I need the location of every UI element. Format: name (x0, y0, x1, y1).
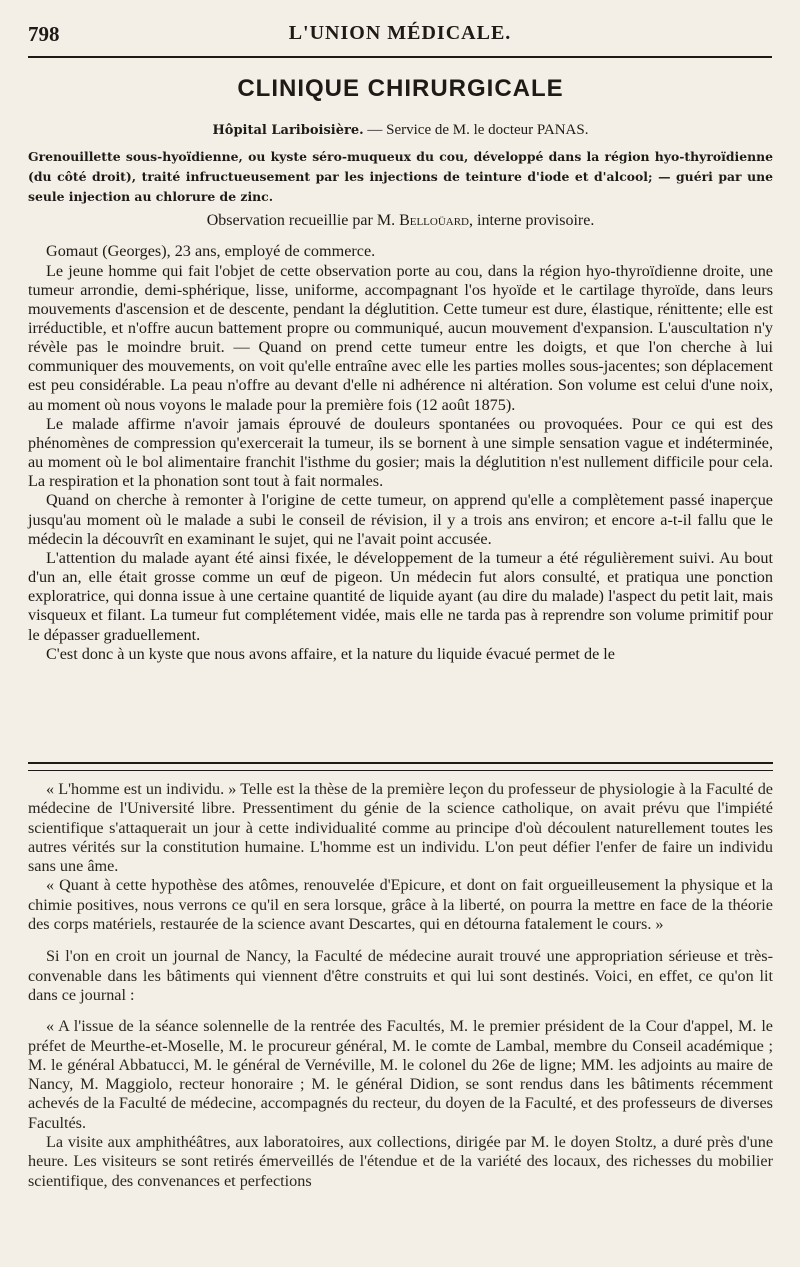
paragraph-origin: Quand on cherche à remonter à l'origine de cette tumeur, on apprend qu'elle a complètement passé inaperçue jusqu'au moment où le malade a subi le conseil de révision, il y a trois ans environ; et encore a-t-il fallu que le médecin la découvrît en examinant le sujet, qui ne l'avait point accusée. (28, 491, 773, 548)
paragraph-development: L'attention du malade ayant été ainsi fixée, le développement de la tumeur a été régulièrement suivi. Au bout d'un an, elle était grosse comme un œuf de pigeon. Un médecin fut alors consulté, et pratiqua une ponction exploratrice, qui donna issue à une certaine quantité de liquide ayant (au dire du malade) l'aspect du petit lait, mais visqueux et filant. La tumeur fut complétement vidée, mais elle ne tarda pas à reprendre son volume primitif pour le dépasser graduellement. (28, 548, 773, 644)
feuilleton-paragraph-visite: La visite aux amphithéâtres, aux laboratoires, aux collections, dirigée par M. le doyen Stoltz, a duré près d'une heure. Les visiteurs se sont retirés émerveillés de l'étendue et de la variété des locaux, des richesses du mobilier scientifique, des convenances et perfections (28, 1133, 773, 1190)
case-title: Grenouillette sous-hyoïdienne, ou kyste séro-muqueux du cou, développé dans la région hyo-thyroïdienne (du côté droit), traité infructueusement par les injections de teinture d'iode et d'alcool; — guéri par une seule injection au chlorure de zinc. (28, 149, 773, 204)
paragraph-description: Le jeune homme qui fait l'objet de cette observation porte au cou, dans la région hyo-thyroïdienne droite, une tumeur arrondie, demi-sphérique, lisse, uniforme, accompagnant l'os hyoïde et le cartilage thyroïde, dans leurs mouvements d'ascension et de descente, pendant la déglutition. Cette tumeur est dure, élastique, rénittente; elle est irréductible, et n'offre aucun battement propre ou communiqué, aucun mouvement d'expansion. L'auscultation n'y révèle pas le moindre bruit. — Quand on prend cette tumeur entre les doigts, et que l'on cherche à lui communiquer des mouvements, on voit qu'elle entraîne avec elle les parties molles sous-jacentes; son déplacement est peu considérable. La peau n'offre au devant d'elle ni adhérence ni altération. Son volume est celui d'une noix, au moment où nous voyons le malade pour la première fois (12 août 1875). (28, 261, 773, 414)
header-rule (28, 56, 772, 58)
running-head (28, 22, 772, 48)
observation-prefix: Observation recueillie par M. (206, 212, 400, 230)
paragraph-diagnosis: C'est donc à un kyste que nous avons affaire, et la nature du liquide évacué permet de le (46, 644, 615, 663)
hospital-service: — Service de M. le docteur PANAS. (363, 122, 589, 138)
observation-suffix: , interne provisoire. (469, 212, 595, 230)
paragraph-patient: Gomaut (Georges), 23 ans, employé de commerce. (46, 242, 376, 261)
observation-credit (28, 210, 773, 231)
observation-author: Belloüard (399, 212, 470, 230)
section-title: CLINIQUE CHIRURGICALE (237, 75, 564, 102)
feuilleton-section (28, 780, 773, 1191)
feuilleton-paragraph-atomes: « Quant à cette hypothèse des atômes, renouvelée d'Epicure, et dont on fait orgueilleusement la physique et la chimie positives, nous verrons ce qu'il en sera lorsque, grâce à la liberté, on pourra la mettre en face de la théorie des corps matériels, restaurée de la science avant Descartes, qui en détourna fatalement le cours. » (28, 876, 773, 934)
paragraph-symptoms: Le malade affirme n'avoir jamais éprouvé de douleurs spontanées ou provoquées. Pour ce qui est des phénomènes de compression qu'exercerait la tumeur, ils se bornent à une simple sensation vague et indéterminée, au moment où le bol alimentaire franchit l'isthme du gosier; mais la déglutition n'est nullement difficile pour cela. La respiration et la phonation sont tout à fait normales. (28, 414, 773, 491)
feuilleton-paragraph-individu: « L'homme est un individu. » Telle est la thèse de la première leçon du professeur de physiologie à la Faculté de médecine de l'Université libre. Pressentiment du génie de la science catholique, on avait prévu que l'impiété scientifique s'attaquerait un jour à cette individualité comme au principe d'où découlent naturellement toutes les autres vérités sur la constitution humaine. L'homme est un individu. L'on peut défier l'enfer de faire un individu sans une âme. (28, 780, 773, 876)
hospital-line (28, 120, 773, 141)
article-clinique (28, 74, 773, 664)
hospital-name: Hôpital Lariboisière. (212, 123, 364, 138)
feuilleton-divider (28, 762, 773, 771)
journal-title: L'UNION MÉDICALE. (288, 22, 512, 44)
page-number: 798 (28, 22, 60, 46)
feuilleton-paragraph-nancy: Si l'on en croit un journal de Nancy, la Faculté de médecine aurait trouvé une appropriation sérieuse et très-convenable dans les bâtiments qui viennent d'être construits et qui lui sont destinés. Voici, en effet, ce qu'on lit dans ce journal : (28, 947, 773, 1004)
feuilleton-paragraph-seance: « A l'issue de la séance solennelle de la rentrée des Facultés, M. le premier président de la Cour d'appel, M. le préfet de Meurthe-et-Moselle, M. le procureur général, M. le comte de Lambal, membre du Conseil académique ; M. le général Abbatucci, M. le général de Vernéville, M. le colonel du 26e de ligne; MM. les adjoints au maire de Nancy, M. Maggiolo, recteur honoraire ; M. le général Didion, se sont rendus dans les bâtiments récemment achevés de la Faculté de médecine, accompagnés du recteur, du doyen de la Faculté, et des professeurs de diverses Facultés. (28, 1017, 773, 1132)
